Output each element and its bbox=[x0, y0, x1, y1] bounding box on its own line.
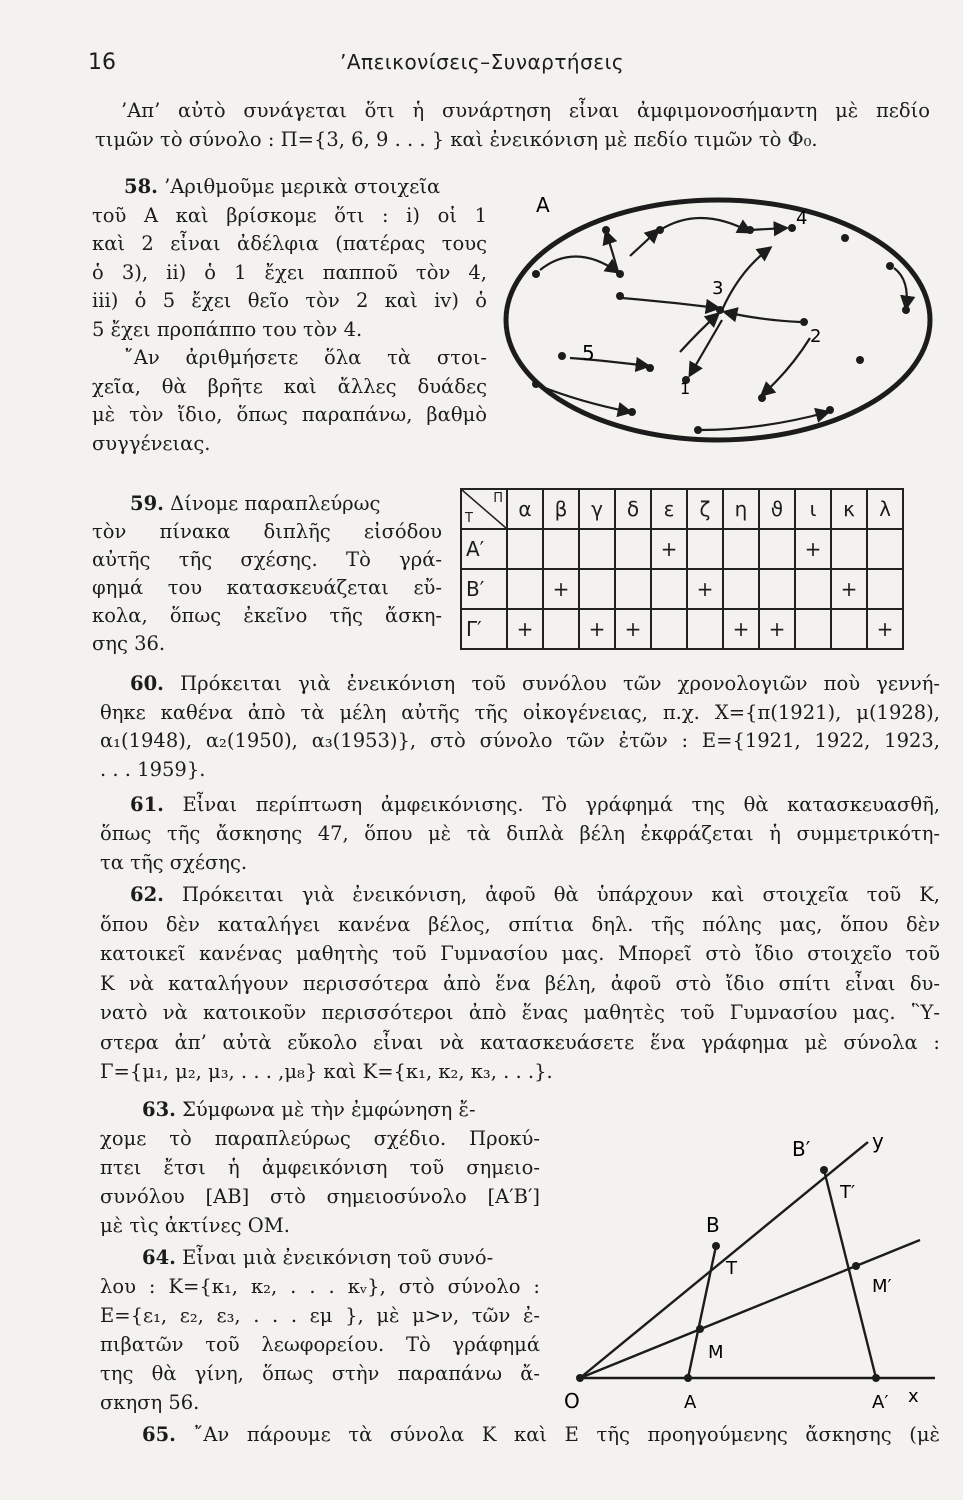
graph-node bbox=[694, 426, 702, 434]
label-y: y bbox=[872, 1129, 884, 1153]
text-line: χομε τὸ παραπλεύρως σχέδιο. Προκύ- bbox=[100, 1127, 540, 1150]
graph-node bbox=[902, 306, 910, 314]
table-cell bbox=[579, 569, 615, 609]
text-line: καὶ 2 εἶναι ἀδέλφια (πατέρας τους bbox=[92, 232, 487, 255]
text-line: 5 ἔχει προπάππο του τὸν 4. bbox=[92, 317, 363, 341]
text-line: iii) ὁ 5 ἔχει θεῖο τὸν 2 καὶ iv) ὁ bbox=[92, 289, 487, 312]
text-line bbox=[92, 173, 487, 202]
table-corner-cell bbox=[461, 489, 507, 529]
column-header: η bbox=[723, 489, 759, 529]
text-line: τιμῶν τὸ σύνολο : Π={3, 6, 9 . . . } καὶ ἐνεικόνιση μὲ πεδίο τιμῶν τὸ Φ₀. bbox=[95, 128, 818, 152]
point-a bbox=[684, 1374, 692, 1382]
text-line: τοῦ Α καὶ βρίσκομε ὅτι : i) οἱ 1 bbox=[92, 203, 487, 227]
text-line: ῎Αν ἀριθμήσετε ὅλα τὰ στοι- bbox=[124, 346, 487, 369]
table-cell: + bbox=[867, 609, 903, 649]
table-cell: + bbox=[615, 609, 651, 649]
exercise-number: 65. bbox=[142, 1423, 176, 1446]
text-line: φημά του κατασκευάζεται εὔ- bbox=[92, 576, 442, 599]
graph-node bbox=[826, 406, 834, 414]
table-cell: + bbox=[543, 569, 579, 609]
graph-node bbox=[532, 270, 540, 278]
column-header: δ bbox=[615, 489, 651, 529]
ray-om bbox=[580, 1240, 920, 1378]
text-line: πτει ἔτσι ἡ ἀμφεικόνιση τοῦ σημειο- bbox=[100, 1156, 540, 1179]
text-line: ὅπου δὲν καταλήγει κανένα βέλος, σπίτια δηλ. τῆς πόλης μας, ὅπου δὲν bbox=[100, 912, 940, 936]
row-header: Β′ bbox=[461, 569, 507, 609]
text-span: Πρόκειται γιὰ ἐνεικόνιση, ἀφοῦ θὰ ὑπάρχουν καὶ στοιχεῖα τοῦ Κ, bbox=[182, 883, 940, 906]
table-cell bbox=[867, 529, 903, 569]
graph-node bbox=[558, 352, 566, 360]
page-number: 16 bbox=[88, 50, 116, 75]
text-line: τὸν πίνακα διπλῆς εἰσόδου bbox=[92, 520, 442, 543]
text-line: Ε={ε₁, ε₂, ε₃, . . . εμ }, μὲ μ>ν, τῶν ἐ- bbox=[100, 1304, 540, 1327]
table-cell bbox=[795, 609, 831, 649]
column-header: κ bbox=[831, 489, 867, 529]
text-line: σης 36. bbox=[92, 632, 166, 655]
label-o: O bbox=[564, 1389, 580, 1413]
exercise-number: 58. bbox=[124, 175, 158, 198]
relation-table bbox=[460, 488, 904, 650]
set-label-a: A bbox=[536, 193, 550, 217]
table-cell: + bbox=[579, 609, 615, 649]
point-b-prime bbox=[820, 1166, 828, 1174]
text-span: ’Αριθμοῦμε μερικὰ στοιχεῖα bbox=[164, 175, 441, 198]
text-line bbox=[100, 1095, 540, 1124]
table-cell bbox=[543, 609, 579, 649]
family-graph-diagram bbox=[500, 190, 940, 470]
exercise-65 bbox=[100, 1420, 940, 1449]
label-b-prime: B′ bbox=[792, 1137, 811, 1161]
text-line: κολα, ὅπως ἐκεῖνο τῆς ἄσκη- bbox=[92, 604, 442, 627]
arrow-edge bbox=[622, 298, 718, 308]
exercise-number: 60. bbox=[130, 672, 164, 695]
graph-node bbox=[616, 270, 624, 278]
arrow-edge bbox=[540, 256, 618, 272]
table-cell bbox=[723, 529, 759, 569]
table-cell: + bbox=[795, 529, 831, 569]
table-cell: + bbox=[687, 569, 723, 609]
exercise-60 bbox=[100, 670, 940, 784]
table-cell: + bbox=[723, 609, 759, 649]
text-span: Δίνομε παραπλεύρως bbox=[170, 492, 381, 515]
text-line: μὲ τὸν ἴδιο, ὅπως παραπάνω, βαθμὸ bbox=[92, 403, 487, 426]
table-cell bbox=[507, 569, 543, 609]
table-cell bbox=[615, 569, 651, 609]
node-label-5: 5 bbox=[582, 341, 595, 365]
table-cell: + bbox=[831, 569, 867, 609]
exercise-number: 63. bbox=[142, 1098, 176, 1121]
set-ellipse bbox=[506, 200, 930, 440]
table-cell bbox=[723, 569, 759, 609]
graph-node bbox=[758, 394, 766, 402]
exercise-62 bbox=[100, 880, 940, 1087]
graph-node bbox=[841, 234, 849, 242]
column-header: ϑ bbox=[759, 489, 795, 529]
text-line: χεῖα, θὰ βρῆτε καὶ ἄλλες δυάδες bbox=[92, 374, 487, 398]
table-row bbox=[461, 609, 903, 649]
text-line: μὲ τὶς ἀκτίνες ΟΜ. bbox=[100, 1214, 290, 1237]
exercise-number: 59. bbox=[130, 492, 164, 515]
exercise-61 bbox=[100, 790, 940, 877]
text-span: ῎Αν πάρουμε τὰ σύνολα Κ καὶ Ε τῆς προηγούμενης ἄσκησης (μὲ bbox=[193, 1423, 941, 1446]
node-label-1: 1 bbox=[680, 379, 691, 398]
text-line bbox=[100, 670, 940, 699]
table-row bbox=[461, 569, 903, 609]
arrow-edge bbox=[762, 338, 810, 395]
corner-label-top: Π bbox=[493, 491, 503, 506]
table-cell: + bbox=[507, 609, 543, 649]
column-header: ε bbox=[651, 489, 687, 529]
column-header: β bbox=[543, 489, 579, 529]
text-line: θηκε καθένα ἀπὸ τὰ μέλη αὐτῆς τῆς οἰκογένειας, π.χ. Χ={π(1921), μ(1928), bbox=[100, 700, 940, 724]
graph-node bbox=[628, 408, 636, 416]
exercise-63 bbox=[100, 1095, 540, 1240]
table-cell bbox=[579, 529, 615, 569]
arrow-edge bbox=[680, 314, 718, 352]
point-m-prime bbox=[852, 1262, 860, 1270]
arrow-edge bbox=[725, 312, 800, 322]
point-o bbox=[576, 1374, 584, 1382]
node-label-3: 3 bbox=[712, 278, 724, 299]
label-b: B bbox=[706, 1213, 720, 1237]
text-line: πιβατῶν τοῦ λεωφορείου. Τὸ γράφημά bbox=[100, 1333, 540, 1356]
point-m bbox=[696, 1325, 704, 1333]
exercise-number: 61. bbox=[130, 793, 164, 816]
exercise-58 bbox=[92, 173, 487, 458]
text-span: Πρόκειται γιὰ ἐνεικόνιση τοῦ συνόλου τῶν χρονολογιῶν ποὺ γεννή- bbox=[180, 672, 940, 695]
intro-paragraph bbox=[95, 96, 930, 155]
text-line: της θὰ γίνη, ὅπως στὴν παραπάνω ἄ- bbox=[100, 1362, 540, 1385]
arrow-edge bbox=[894, 268, 907, 308]
geometry-figure bbox=[560, 1120, 950, 1420]
text-line: ὁ 3), ii) ὁ 1 ἔχει παπποῦ τὸν 4, bbox=[92, 260, 487, 284]
label-m-prime: M′ bbox=[872, 1276, 892, 1297]
table-cell bbox=[759, 569, 795, 609]
label-m: M bbox=[708, 1342, 724, 1363]
table-cell: + bbox=[651, 529, 687, 569]
text-line: τα τῆς σχέσης. bbox=[100, 851, 248, 874]
graph-node bbox=[532, 380, 540, 388]
table-cell bbox=[651, 609, 687, 649]
table-cell bbox=[831, 529, 867, 569]
table-header-row bbox=[461, 489, 903, 529]
text-span: Σύμφωνα μὲ τὴν ἐμφώνηση ἔ- bbox=[182, 1098, 476, 1121]
graph-node bbox=[800, 318, 808, 326]
text-line: σκηση 56. bbox=[100, 1391, 200, 1414]
arrow-edge bbox=[722, 248, 770, 310]
row-header: Α′ bbox=[461, 529, 507, 569]
table-cell bbox=[651, 569, 687, 609]
text-line bbox=[100, 880, 940, 910]
arrow-edge bbox=[540, 386, 630, 412]
graph-node bbox=[616, 292, 624, 300]
text-line: λου : Κ={κ₁, κ₂, . . . κᵥ}, στὸ σύνολο : bbox=[100, 1275, 540, 1298]
table-cell bbox=[759, 529, 795, 569]
exercise-number: 62. bbox=[130, 883, 164, 906]
text-line: αὐτῆς τῆς σχέσης. Τὸ γρά- bbox=[92, 548, 442, 571]
text-line: . . . 1959}. bbox=[100, 757, 206, 781]
graph-node bbox=[716, 306, 724, 314]
text-line: ’Απ’ αὐτὸ συνάγεται ὅτι ἡ συνάρτηση εἶναι ἀμφιμονοσήμαντη μὲ πεδίο bbox=[121, 99, 930, 122]
table-cell bbox=[615, 529, 651, 569]
graph-node bbox=[856, 356, 864, 364]
exercise-number: 64. bbox=[142, 1246, 176, 1269]
node-label-2: 2 bbox=[810, 326, 822, 347]
graph-node bbox=[602, 226, 610, 234]
column-header: ι bbox=[795, 489, 831, 529]
arrow-edge bbox=[630, 230, 658, 256]
text-line: α₁(1948), α₂(1950), α₃(1953)}, στὸ σύνολο τῶν ἐτῶν : Ε={1921, 1922, 1923, bbox=[100, 729, 940, 752]
label-a-prime: A′ bbox=[872, 1392, 889, 1413]
exercise-64 bbox=[100, 1243, 540, 1417]
text-span: Εἶναι μιὰ ἐνεικόνιση τοῦ συνό- bbox=[182, 1246, 494, 1269]
graph-node bbox=[646, 364, 654, 372]
point-a-prime bbox=[872, 1374, 880, 1382]
text-line: συνόλου [ΑΒ] στὸ σημειοσύνολο [Α′Β′] bbox=[100, 1185, 540, 1208]
text-line: ὅπως τῆς ἄσκησης 47, ὅπου μὲ τὰ διπλὰ βέλη ἐκφράζεται ἡ συμμετρικότη- bbox=[100, 822, 940, 845]
table-cell bbox=[795, 569, 831, 609]
column-header: λ bbox=[867, 489, 903, 529]
column-header: γ bbox=[579, 489, 615, 529]
graph-node bbox=[746, 226, 754, 234]
table-cell bbox=[831, 609, 867, 649]
table-cell bbox=[687, 529, 723, 569]
text-line: συγγένειας. bbox=[92, 431, 211, 455]
table-cell: + bbox=[759, 609, 795, 649]
label-t-prime: T′ bbox=[840, 1182, 856, 1203]
text-line bbox=[100, 1420, 940, 1449]
column-header: α bbox=[507, 489, 543, 529]
arrow-edge bbox=[690, 320, 722, 375]
text-line: κατοικεῖ κανένας μαθητὴς τοῦ Γυμνασίου μας. Μπορεῖ στὸ ἴδιο στοιχεῖο τοῦ bbox=[100, 942, 940, 965]
label-x: x bbox=[908, 1386, 919, 1407]
text-span: Εἶναι περίπτωση ἀμφεικόνισης. Τὸ γράφημά της θὰ κατασκευασθῆ, bbox=[182, 793, 940, 816]
text-line: Γ={μ₁, μ₂, μ₃, . . . ,μ₈} καὶ Κ={κ₁, κ₂, κ₃, . . .}. bbox=[100, 1060, 553, 1083]
arrow-edge bbox=[660, 218, 750, 232]
text-line: Κ νὰ καταλήγουν περισσότερα ἀπὸ ἕνα βέλη, ἀφοῦ στὸ ἴδιο σπίτι εἶναι δυ- bbox=[100, 971, 940, 995]
label-a: A bbox=[684, 1392, 697, 1413]
graph-node bbox=[788, 224, 796, 232]
column-header: ζ bbox=[687, 489, 723, 529]
exercise-59 bbox=[92, 490, 442, 658]
text-line: στερα ἀπ’ αὐτὰ εὔκολο εἶναι νὰ κατασκευάσετε ἕνα γράφημα μὲ σύνολα : bbox=[100, 1030, 940, 1054]
table-row bbox=[461, 529, 903, 569]
text-line bbox=[100, 790, 940, 819]
graph-node bbox=[886, 262, 894, 270]
table-cell bbox=[507, 529, 543, 569]
text-line: νατὸ νὰ κατοικοῦν περισσότεροι ἀπὸ ἕνας μαθητὲς τοῦ Γυμνασίου μας. ῝Υ- bbox=[100, 1001, 940, 1024]
point-b bbox=[712, 1242, 720, 1250]
table-cell bbox=[543, 529, 579, 569]
table-cell bbox=[867, 569, 903, 609]
text-line bbox=[92, 490, 442, 518]
corner-label-bottom: Τ bbox=[465, 511, 473, 526]
text-line bbox=[100, 1243, 540, 1272]
graph-node bbox=[656, 226, 664, 234]
label-t: T bbox=[726, 1258, 737, 1279]
arrow-edge bbox=[750, 228, 786, 230]
table-cell bbox=[687, 609, 723, 649]
node-label-4: 4 bbox=[796, 208, 808, 229]
row-header: Γ′ bbox=[461, 609, 507, 649]
running-title: ’Απεικονίσεις–Συναρτήσεις bbox=[340, 50, 625, 74]
